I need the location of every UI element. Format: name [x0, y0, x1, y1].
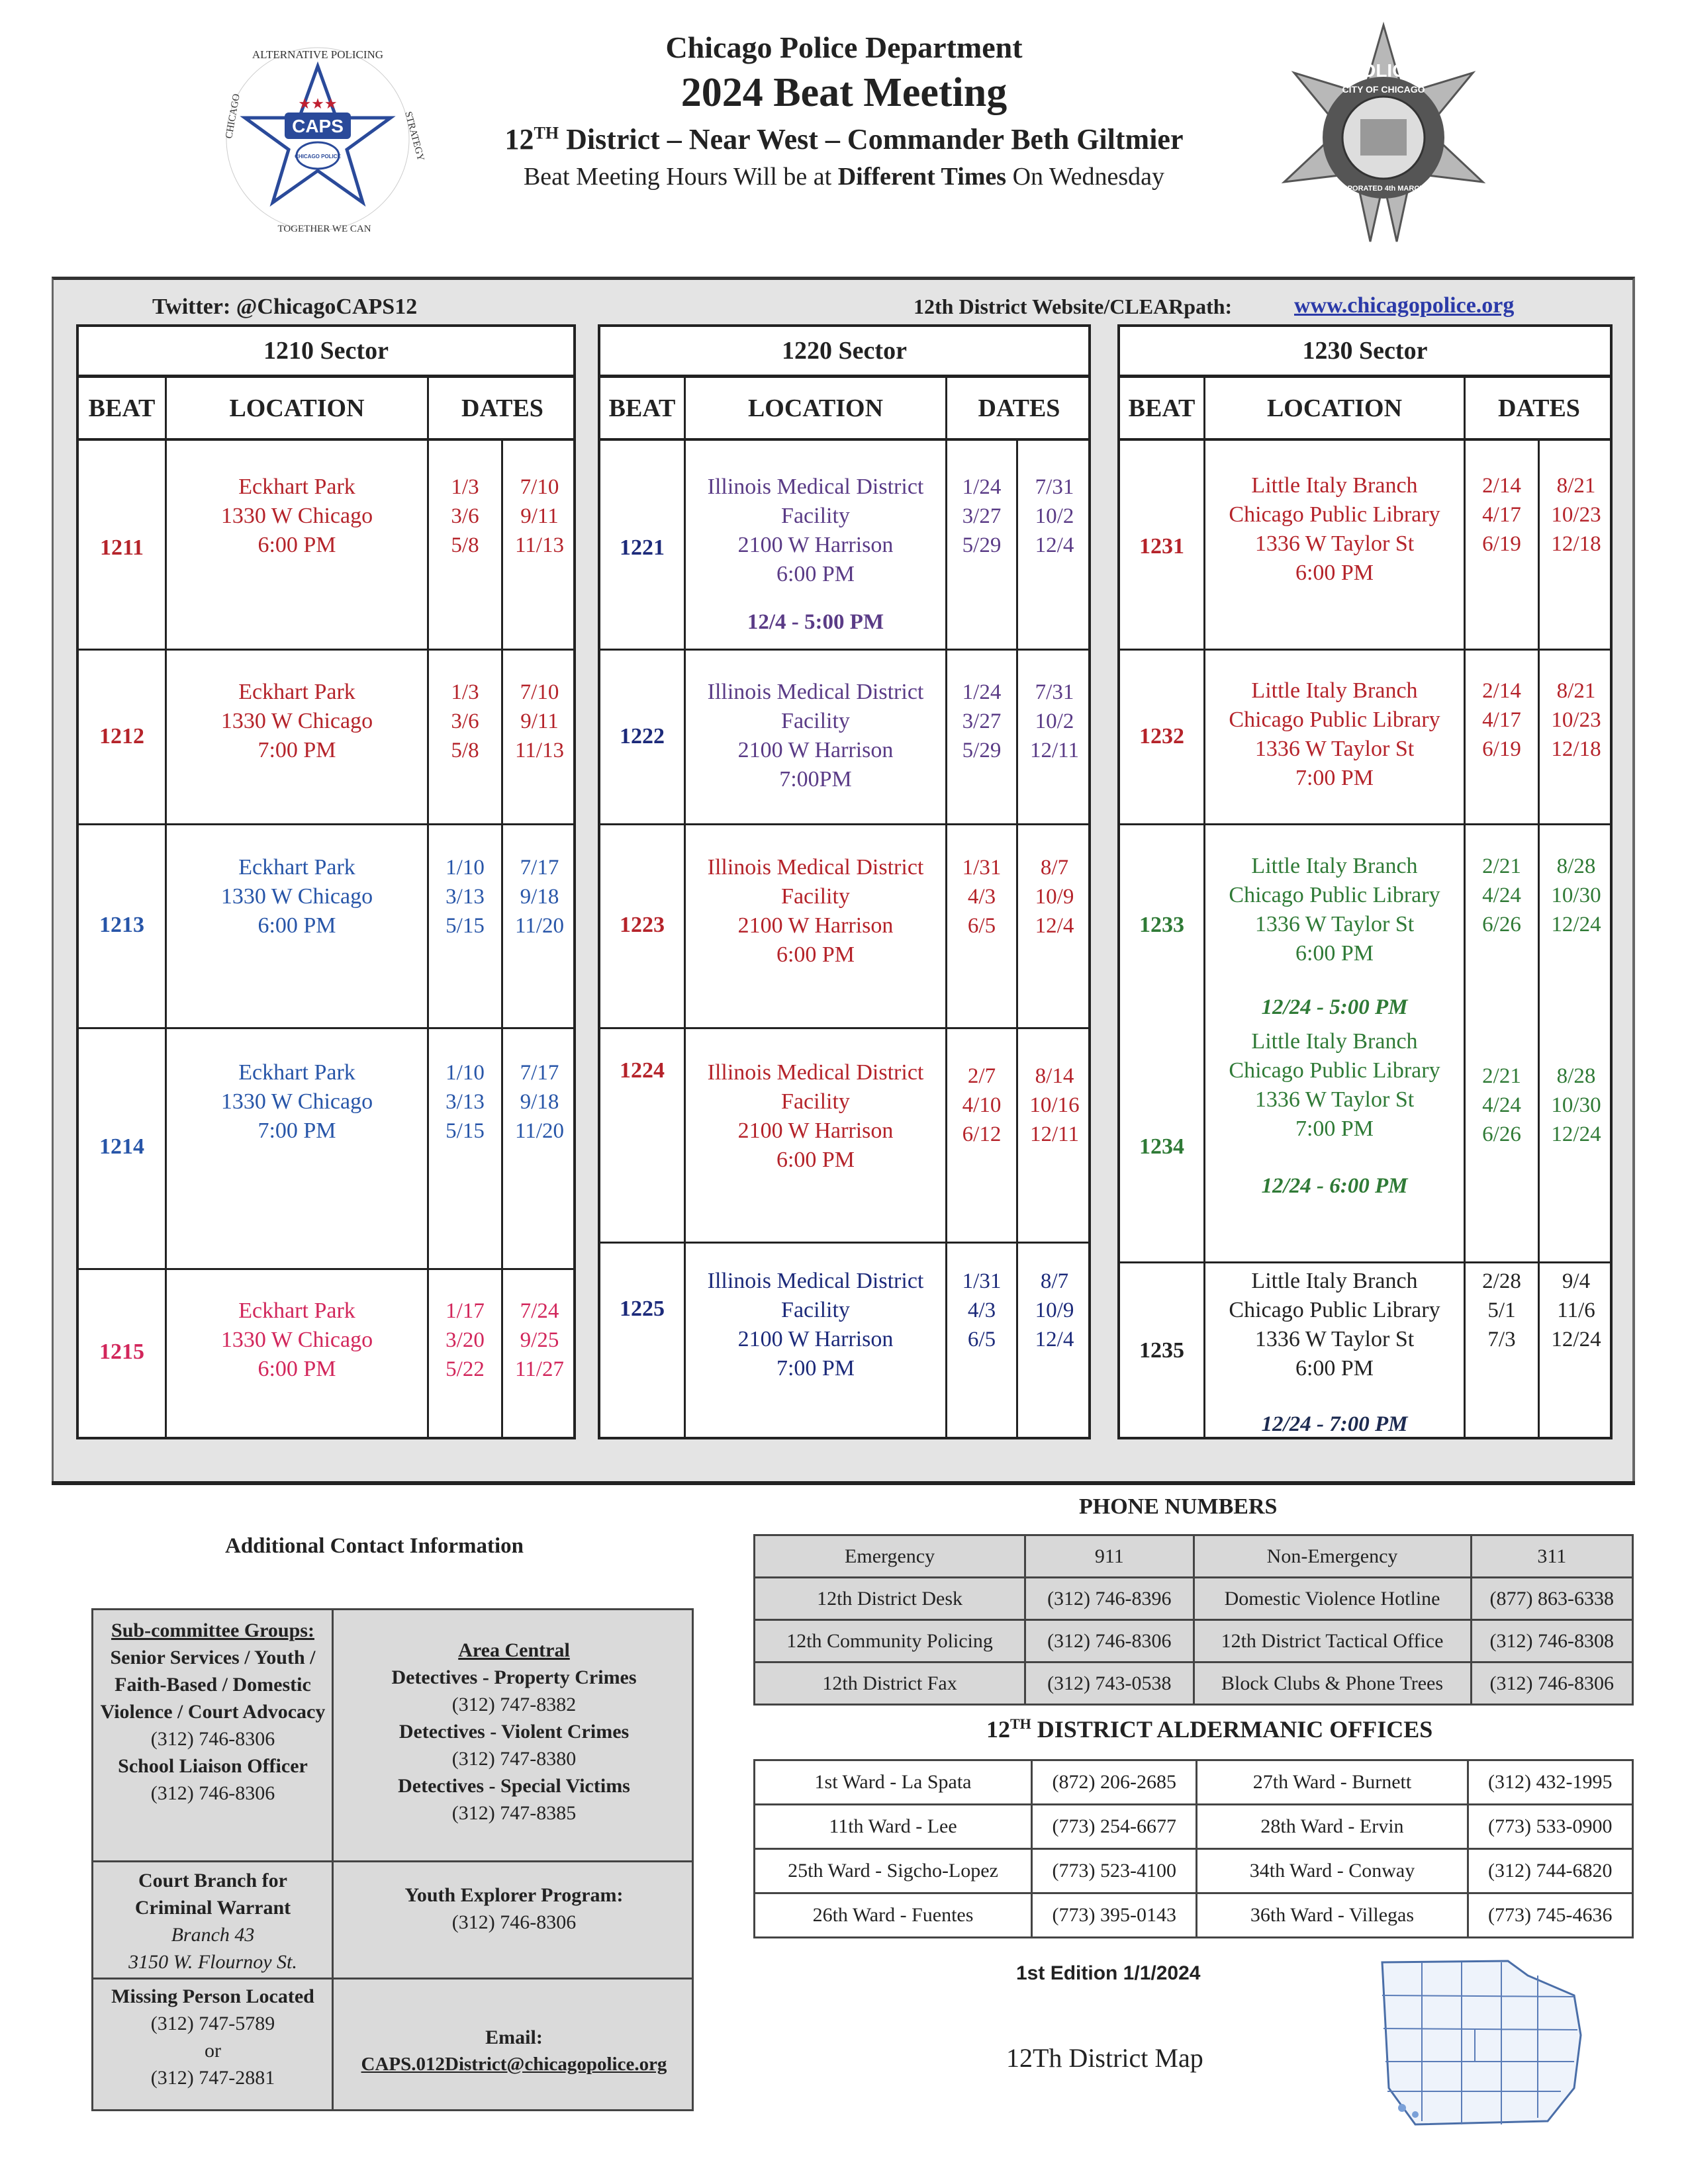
table-row: 1st Ward - La Spata (872) 206-2685 27th Ward - Burnett (312) 432-1995	[755, 1760, 1633, 1805]
table-row: 12th Community Policing (312) 746-8306 12th District Tactical Office (312) 746-8308	[755, 1620, 1633, 1662]
beat-location: Little Italy Branch Chicago Public Library 1336 W Taylor St 7:00 PM	[1229, 678, 1440, 790]
caps-ring-right-text: STRATEGY	[402, 110, 426, 163]
beat-dates-first-half: 1/3 3/6 5/8	[451, 680, 479, 762]
beat-location: Eckhart Park 1330 W Chicago 6:00 PM	[220, 475, 373, 557]
beat-number: 1221	[620, 535, 665, 560]
website-label: 12th District Website/CLEARpath:	[914, 295, 1233, 318]
beat-location: Eckhart Park 1330 W Chicago 6:00 PM	[220, 1298, 373, 1381]
column-header-dates: DATES	[1466, 378, 1613, 441]
beat-dates-second-half: 9/4 11/6 12/24	[1551, 1269, 1601, 1351]
police-star-logo	[1271, 20, 1496, 245]
beat-number: 1214	[99, 1134, 144, 1159]
beat-dates-first-half: 1/3 3/6 5/8	[451, 475, 479, 557]
beat-location: Illinois Medical District Facility 2100 W Harrison 7:00PM	[707, 680, 924, 792]
phone-numbers-title: PHONE NUMBERS	[1079, 1494, 1278, 1519]
beat-dates-second-half: 8/28 10/30 12/24	[1551, 1064, 1601, 1146]
district-map-label: 12Th District Map	[1006, 2043, 1203, 2073]
table-row: 12th District Desk (312) 746-8396 Domestic Violence Hotline (877) 863-6338	[755, 1578, 1633, 1620]
beat-dates-second-half: 7/31 10/2 12/11	[1030, 680, 1079, 762]
district-subtitle: 12TH District – Near West – Commander Beth Giltmier	[504, 123, 1184, 156]
youth-explorer-cell: Youth Explorer Program: (312) 746-8306	[404, 1884, 624, 1933]
divider	[52, 1481, 1635, 1485]
beat-number: 1211	[99, 535, 144, 560]
beat-dates-second-half: 8/21 10/23 12/18	[1551, 474, 1601, 556]
beat-dates-second-half: 7/31 10/2 12/4	[1035, 475, 1074, 557]
website-link[interactable]: www.chicagopolice.org	[1294, 293, 1515, 318]
star-logo-ring-text: CITY OF CHICAGO	[1342, 84, 1425, 95]
beat-number: 1223	[620, 913, 665, 937]
beat-number: 1234	[1139, 1134, 1184, 1159]
beat-dates-first-half: 2/28 5/1 7/3	[1482, 1269, 1521, 1351]
email-link[interactable]: CAPS.012District@chicagopolice.org	[361, 2054, 667, 2075]
beat-dates-first-half: 1/31 4/3 6/5	[962, 1269, 1002, 1351]
table-row: Emergency 911 Non-Emergency 311	[755, 1535, 1633, 1578]
department-name: Chicago Police Department	[665, 30, 1023, 64]
star-logo-top-text: POLICE	[1348, 60, 1419, 81]
caps-ring-left-text: CHICAGO	[224, 93, 242, 140]
beat-dates-second-half: 8/21 10/23 12/18	[1551, 679, 1601, 761]
beat-number: 1215	[99, 1340, 144, 1364]
column-header-location: LOCATION	[1205, 378, 1464, 441]
caps-ring-top-text: ALTERNATIVE POLICING	[252, 48, 384, 61]
beat-dates-second-half: 7/10 9/11 11/13	[515, 680, 564, 762]
beat-number: 1233	[1139, 913, 1184, 937]
table-row: 11th Ward - Lee (773) 254-6677 28th Ward - Ervin (773) 533-0900	[755, 1805, 1633, 1849]
subcommittee-cell: Sub-committee Groups: Senior Services / Youth / Faith-Based / Domestic Violence / Court Advocacy (312) 746-8306 School Liaison Officer (312) 746-8306	[100, 1619, 326, 1804]
beat-number: 1231	[1139, 534, 1184, 559]
meeting-hours-note: Beat Meeting Hours Will be at Different Times On Wednesday	[523, 163, 1165, 191]
beat-location: Little Italy Branch Chicago Public Library 1336 W Taylor St 6:00 PM	[1229, 854, 1440, 966]
beat-dates-first-half: 1/10 3/13 5/15	[445, 1061, 485, 1143]
column-header-dates: DATES	[947, 378, 1091, 441]
missing-person-cell: Missing Person Located (312) 747-5789 or (312) 747-2881	[111, 1985, 314, 2089]
beat-number: 1235	[1139, 1338, 1184, 1363]
beat-dates-second-half: 8/28 10/30 12/24	[1551, 854, 1601, 936]
column-header-beat: BEAT	[600, 378, 684, 441]
column-header-location: LOCATION	[686, 378, 945, 441]
beat-dates-second-half: 7/24 9/25 11/27	[515, 1299, 564, 1381]
beat-dates-first-half: 1/31 4/3 6/5	[962, 856, 1002, 938]
beat-dates-first-half: 2/14 4/17 6/19	[1482, 679, 1521, 761]
beat-dates-second-half: 7/10 9/11 11/13	[515, 475, 564, 557]
sector-1230-table	[1117, 324, 1613, 1439]
beat-dates-first-half: 2/21 4/24 6/26	[1482, 854, 1521, 936]
court-branch-cell: Court Branch for Criminal Warrant Branch 43 3150 W. Flournoy St.	[128, 1870, 297, 1973]
beat-dates-first-half: 1/24 3/27 5/29	[962, 475, 1002, 557]
beat-number: 1222	[620, 724, 665, 749]
beat-dates-first-half: 1/10 3/13 5/15	[445, 856, 485, 938]
beat-dates-first-half: 2/21 4/24 6/26	[1482, 1064, 1521, 1146]
aldermanic-offices-title: 12TH DISTRICT ALDERMANIC OFFICES	[986, 1715, 1433, 1743]
special-meeting-note: 12/24 - 5:00 PM	[1261, 995, 1408, 1019]
beat-dates-first-half: 1/24 3/27 5/29	[962, 680, 1002, 762]
beat-dates-second-half: 8/7 10/9 12/4	[1035, 856, 1074, 938]
beat-location: Illinois Medical District Facility 2100 W Harrison 6:00 PM	[707, 475, 924, 586]
beat-location: Eckhart Park 1330 W Chicago 7:00 PM	[220, 1060, 373, 1143]
page-title: 2024 Beat Meeting	[680, 70, 1008, 115]
column-header-beat: BEAT	[1120, 378, 1203, 441]
area-central-cell: Area Central Detectives - Property Crimes (312) 747-8382 Detectives - Violent Crimes (312) 747-8380 Detectives - Special Victims (312) 747-8385	[391, 1639, 637, 1824]
beat-dates-first-half: 1/17 3/20 5/22	[445, 1299, 485, 1381]
beat-location: Eckhart Park 1330 W Chicago 7:00 PM	[220, 680, 373, 762]
special-meeting-note: 12/24 - 7:00 PM	[1261, 1412, 1408, 1436]
column-header-dates: DATES	[429, 378, 576, 441]
caps-inner-text: CHICAGO POLICE	[295, 154, 341, 159]
caps-badge-text: CAPS	[292, 116, 344, 136]
beat-dates-second-half: 8/14 10/16 12/11	[1029, 1064, 1080, 1146]
sector-title: 1230 Sector	[1120, 327, 1610, 378]
beat-number: 1224	[620, 1058, 665, 1083]
aldermanic-offices-table	[753, 1759, 1634, 1938]
table-row: 25th Ward - Sigcho-Lopez (773) 523-4100 34th Ward - Conway (312) 744-6820	[755, 1849, 1633, 1893]
twitter-handle: Twitter: @ChicagoCAPS12	[152, 295, 418, 319]
email-cell: Email: CAPS.012District@chicagopolice.org	[337, 2024, 691, 2078]
caps-logo	[218, 40, 426, 238]
beat-number: 1213	[99, 913, 144, 937]
beat-dates-second-half: 8/7 10/9 12/4	[1035, 1269, 1074, 1351]
svg-text:★★★: ★★★	[298, 95, 338, 112]
table-row: 12th District Fax (312) 743-0538 Block Clubs & Phone Trees (312) 746-8306	[755, 1662, 1633, 1705]
caps-ring-bottom-text: TOGETHER WE CAN	[277, 224, 371, 234]
beat-location: Illinois Medical District Facility 2100 W Harrison 6:00 PM	[707, 1060, 924, 1172]
column-header-beat: BEAT	[79, 378, 165, 441]
beat-location: Little Italy Branch Chicago Public Library 1336 W Taylor St 7:00 PM	[1229, 1029, 1440, 1141]
beat-location: Illinois Medical District Facility 2100 W Harrison 6:00 PM	[707, 855, 924, 967]
column-header-location: LOCATION	[167, 378, 427, 441]
beat-number: 1225	[620, 1297, 665, 1321]
beat-location: Eckhart Park 1330 W Chicago 6:00 PM	[220, 855, 373, 938]
special-meeting-note: 12/4 - 5:00 PM	[747, 610, 884, 634]
contact-table	[91, 1608, 694, 2111]
sector-1210-table	[76, 324, 576, 1439]
table-row: 26th Ward - Fuentes (773) 395-0143 36th Ward - Villegas (773) 745-4636	[755, 1893, 1633, 1938]
beat-number: 1212	[99, 724, 144, 749]
special-meeting-note: 12/24 - 6:00 PM	[1261, 1174, 1408, 1198]
beat-location: Illinois Medical District Facility 2100 W Harrison 7:00 PM	[707, 1269, 924, 1381]
sector-title: 1220 Sector	[600, 327, 1088, 378]
edition-date: 1st Edition 1/1/2024	[1016, 1962, 1201, 1984]
beat-dates-first-half: 2/7 4/10 6/12	[962, 1064, 1002, 1146]
beat-dates-second-half: 7/17 9/18 11/20	[515, 1061, 564, 1143]
phone-numbers-table	[753, 1534, 1634, 1706]
beat-dates-first-half: 2/14 4/17 6/19	[1482, 474, 1521, 556]
sector-title: 1210 Sector	[79, 327, 573, 378]
beat-location: Little Italy Branch Chicago Public Library 1336 W Taylor St 6:00 PM	[1229, 1269, 1440, 1381]
contact-section-title: Additional Contact Information	[225, 1534, 524, 1558]
star-logo-ring-bottom-text: INCORPORATED 4th MARCH 1837	[1324, 185, 1443, 193]
beat-number: 1232	[1139, 724, 1184, 749]
beat-location: Little Italy Branch Chicago Public Library 1336 W Taylor St 6:00 PM	[1229, 473, 1440, 585]
district-map-image	[1376, 1956, 1587, 2128]
sector-1220-table	[598, 324, 1091, 1439]
beat-dates-second-half: 7/17 9/18 11/20	[515, 856, 564, 938]
